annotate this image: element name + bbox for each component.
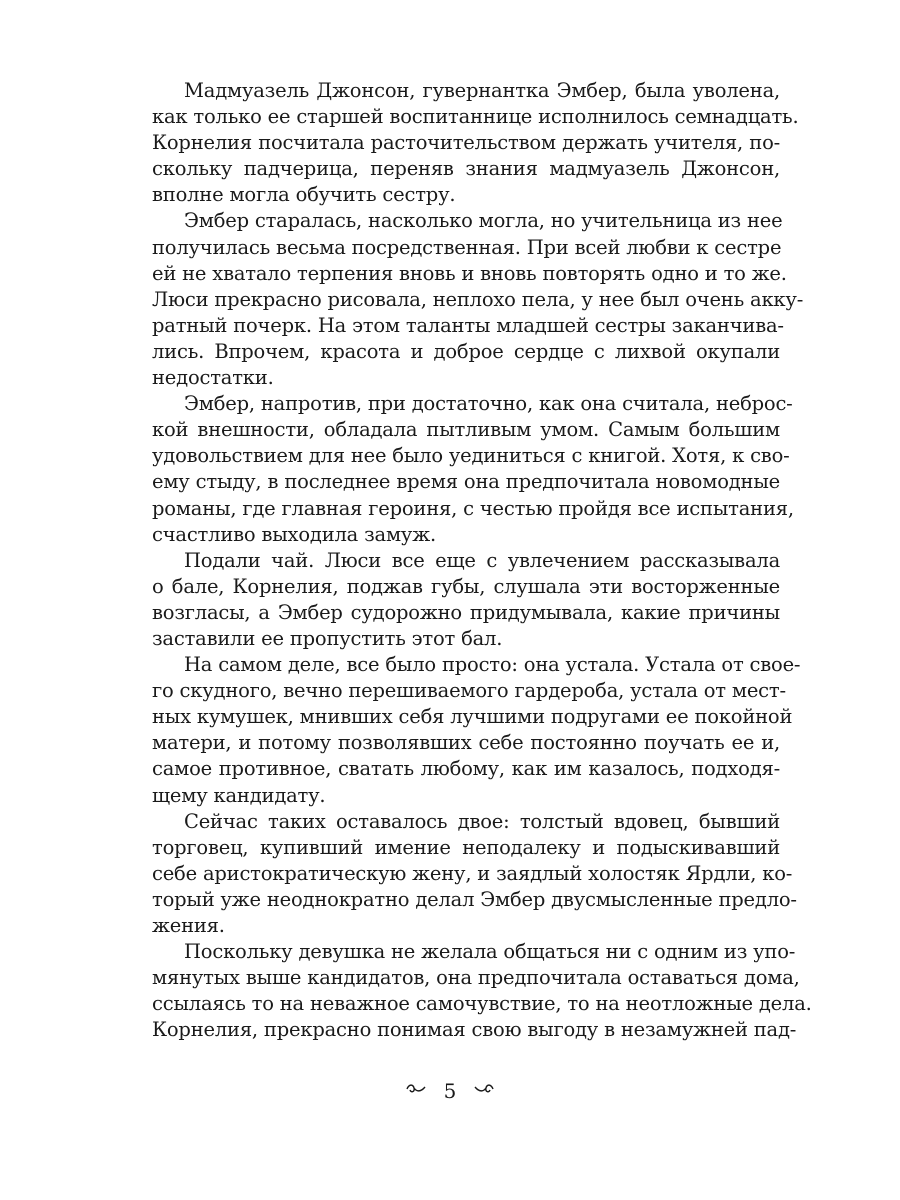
text-line: ему стыду, в последнее время она предпочитала новомодные [152, 470, 780, 494]
text-line: получилась весьма посредственная. При всей любви к сестре [152, 235, 782, 259]
text-line: На самом деле, все было просто: она устала. Устала от свое- [184, 653, 801, 677]
right-ornament-icon [473, 1078, 495, 1104]
text-line: скольку падчерица, переняв знания мадмуазель Джонсон, [152, 157, 780, 181]
text-line: вполне могла обучить сестру. [152, 183, 456, 207]
text-line: себе аристократическую жену, и заядлый холостяк Ярдли, ко- [152, 861, 793, 885]
left-ornament-icon [405, 1078, 427, 1104]
text-line: романы, где главная героиня, с честью пройдя все испытания, [152, 496, 794, 520]
page-folio [0, 1076, 900, 1104]
text-line: торговец, купивший имение неподалеку и подыскивавший [152, 835, 780, 859]
text-line: ей не хватало терпения вновь и вновь повторять одно и то же. [152, 261, 787, 285]
text-line: торый уже неоднократно делал Эмбер двусмысленные предло- [152, 887, 797, 911]
text-line: как только ее старшей воспитаннице исполнилось семнадцать. [152, 105, 799, 129]
text-line: самое противное, сватать любому, как им казалось, подходя- [152, 757, 780, 781]
text-line: возгласы, а Эмбер судорожно придумывала, какие причины [152, 600, 780, 624]
text-line: го скудного, вечно перешиваемого гардероба, устала от мест- [152, 679, 786, 703]
text-line: Эмбер старалась, насколько могла, но учительница из нее [184, 209, 783, 233]
text-line: удовольствием для нее было уединиться с книгой. Хотя, к сво- [152, 444, 790, 468]
text-line: Корнелия посчитала расточительством держать учителя, по- [152, 131, 780, 155]
body-text [152, 78, 812, 1043]
text-line: Эмбер, напротив, при достаточно, как она считала, неброс- [184, 392, 793, 416]
text-line: Сейчас таких оставалось двое: толстый вдовец, бывший [184, 809, 780, 833]
text-line: лись. Впрочем, красота и доброе сердце с лихвой окупали [152, 339, 780, 363]
text-line: недостатки. [152, 366, 274, 390]
text-line: матери, и потому позволявших себе постоянно поучать ее и, [152, 731, 780, 755]
text-line: мянутых выше кандидатов, она предпочитала оставаться дома, [152, 966, 800, 990]
text-line: Корнелия, прекрасно понимая свою выгоду в незамужней пад- [152, 1018, 797, 1042]
text-line: щему кандидату. [152, 783, 326, 807]
text-line: ссылаясь то на неважное самочувствие, то на неотложные дела. [152, 992, 812, 1016]
text-line: ных кумушек, мнивших себя лучшими подругами ее покойной [152, 705, 793, 729]
text-line: Мадмуазель Джонсон, гувернантка Эмбер, была уволена, [184, 79, 780, 102]
text-line: о бале, Корнелия, поджав губы, слушала эти восторженные [152, 574, 780, 598]
text-line: заставили ее пропустить этот бал. [152, 626, 503, 650]
text-line: ратный почерк. На этом таланты младшей сестры заканчива- [152, 313, 784, 337]
text-line: Подали чай. Люси все еще с увлечением рассказывала [184, 548, 780, 572]
text-line: Люси прекрасно рисовала, неплохо пела, у нее был очень акку- [152, 287, 804, 311]
page-number: 5 [443, 1078, 457, 1103]
text-line: жения. [152, 914, 225, 937]
text-line: кой внешности, обладала пытливым умом. Самым большим [152, 418, 780, 442]
text-line: Поскольку девушка не желала общаться ни с одним из упо- [184, 940, 796, 964]
text-line: счастливо выходила замуж. [152, 522, 436, 546]
